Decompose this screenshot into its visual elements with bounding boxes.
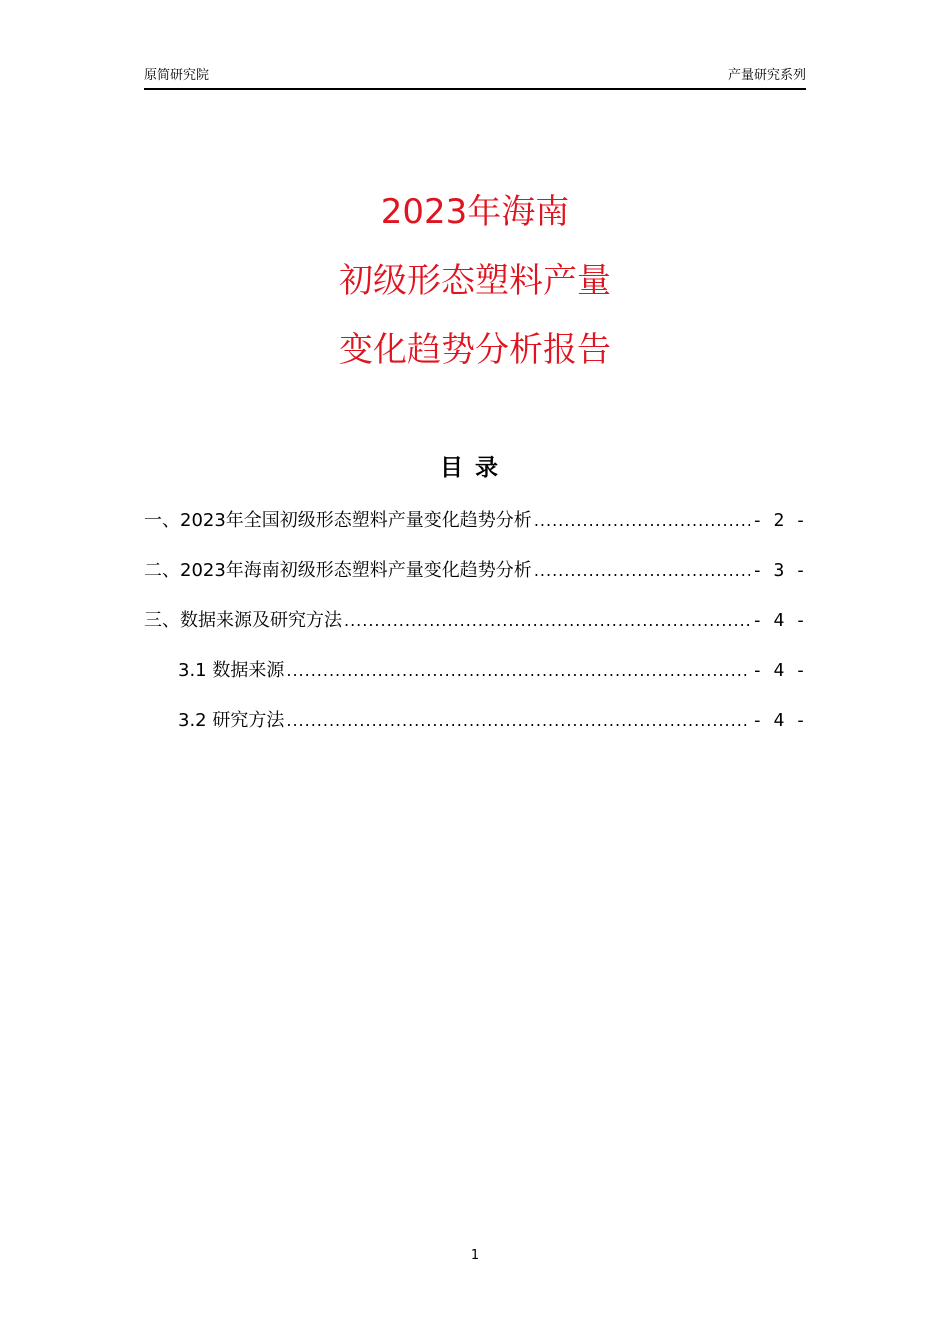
toc-page-number: - 4 - (751, 710, 806, 731)
toc-entry-section-3[interactable] (144, 605, 806, 655)
toc-dot-leader (286, 655, 749, 687)
table-of-contents (144, 505, 806, 755)
header-series-name: 产量研究系列 (727, 68, 806, 83)
toc-dot-leader (286, 705, 749, 737)
toc-page-number: - 4 - (751, 660, 806, 681)
toc-dot-leader (534, 555, 750, 587)
toc-entry-section-2[interactable] (144, 555, 806, 605)
document-title (0, 178, 950, 385)
title-line-3: 变化趋势分析报告 (339, 330, 611, 370)
page-number: 1 (470, 1248, 480, 1263)
title-line-2: 初级形态塑料产量 (339, 261, 611, 301)
toc-entry-section-3-2[interactable] (144, 705, 806, 755)
title-line-1: 2023年海南 (380, 192, 570, 232)
toc-entry-section-1[interactable] (144, 505, 806, 555)
header-organization: 原简研究院 (144, 68, 210, 83)
toc-entry-text: 三、数据来源及研究方法 (144, 610, 342, 631)
toc-page-number: - 2 - (751, 510, 806, 531)
toc-page-number: - 4 - (751, 610, 806, 631)
toc-page-number: - 3 - (751, 560, 806, 581)
toc-entry-text: 一、2023年全国初级形态塑料产量变化趋势分析 (144, 510, 532, 531)
toc-entry-section-3-1[interactable] (144, 655, 806, 705)
toc-entry-text: 3.2 研究方法 (178, 710, 285, 731)
toc-heading: 目录 (440, 455, 510, 481)
toc-entry-text: 3.1 数据来源 (178, 660, 285, 681)
toc-entry-text: 二、2023年海南初级形态塑料产量变化趋势分析 (144, 560, 532, 581)
page-header (144, 66, 806, 90)
toc-dot-leader (344, 605, 750, 637)
toc-dot-leader (534, 505, 750, 537)
